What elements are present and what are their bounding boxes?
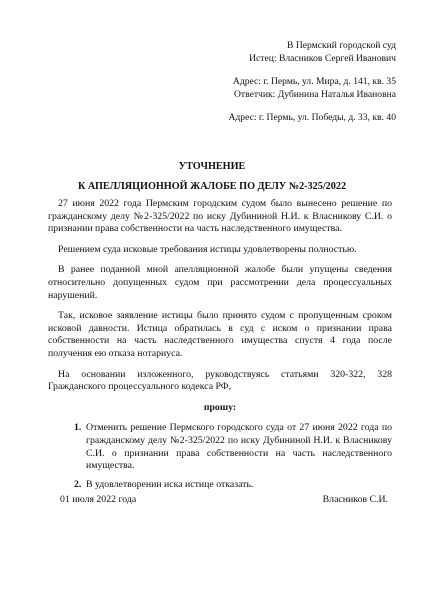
request-heading: прошу: [203,401,237,413]
body-paragraph: В ранее поданной мной апелляционной жалобе были упущены сведения относительно допущенных судом при рассмотрении дела процессуальных нарушений. [48,264,392,301]
document-header [196,40,396,125]
document-date: 01 июля 2022 года [60,494,137,505]
plaintiff-address: Адрес: г. Пермь, ул. Мира, д. 141, кв. 35 [232,76,396,87]
body-paragraph: 27 июня 2022 года Пермским городским судом было вынесено решение по гражданскому делу №2-325/2022 по иску Дубининой Н.И. к Власникову С.И. о признании права собственности на часть наследственного имущества. [48,198,392,235]
body-paragraph: Так, исковое заявление истицы было принято судом с пропущенным сроком исковой давности. Истица обратилась в суд с иском о признании права собственности на часть наследственного имущества спустя 4 года после получения ею отказа нотариуса. [48,310,392,359]
request-item [48,422,392,472]
request-item [48,479,392,492]
document-title: УТОЧНЕНИЕ [178,161,246,172]
defendant-name: Ответчик: Дубинина Наталья Ивановна [233,88,396,100]
request-text: В удовлетворении иска истице отказать. [86,478,254,490]
request-text: Отменить решение Пермского городского суда от 27 июня 2022 года по гражданскому делу №2-325/2022 по иску Дубининой Н.И. к Власникову С.И. о признании права собственности на часть наследственного имущества. [86,422,392,472]
request-number: 1. [74,422,82,434]
document-body [48,198,392,497]
request-number: 2. [74,478,82,490]
body-paragraph: Решением суда исковые требования истицы удовлетворены полностью. [58,243,357,255]
document-subtitle: К АПЕЛЛЯЦИОННОЙ ЖАЛОБЕ ПО ДЕЛУ №2-325/2022 [77,181,347,192]
defendant-address: Адрес: г. Пермь, ул. Победы, д. 33, кв. 40 [228,112,396,123]
signature-name: Власников С.И. [322,494,388,505]
body-paragraph: На основании изложенного, руководствуясь статьями 320-322, 328 Гражданского процессуального кодекса РФ, [48,368,392,393]
court-name: В Пермский городской суд [287,40,396,51]
plaintiff-name: Истец: Власников Сергей Иванович [249,52,396,64]
request-list [48,422,392,491]
